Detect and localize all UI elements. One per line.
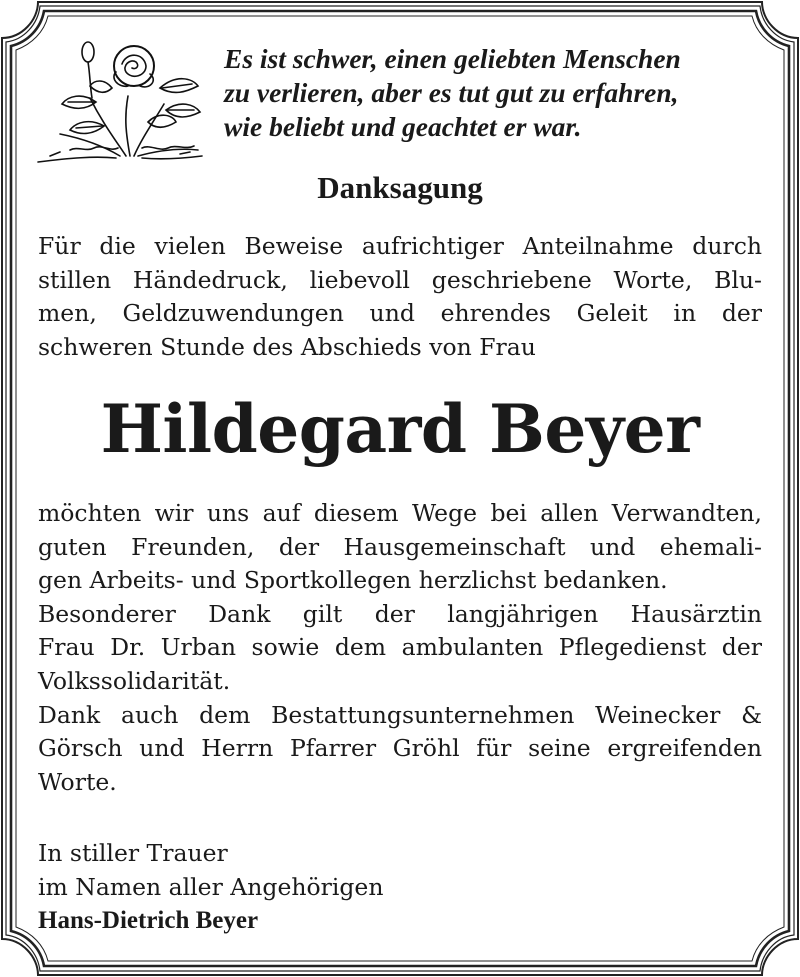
body-line: Besonderer Dank gilt der langjährigen Hausärztin — [38, 599, 762, 628]
intro-line: Für die vielen Beweise aufrichtiger Anteilnahme durch — [38, 232, 762, 260]
body-paragraph — [38, 497, 762, 799]
intro-line: schweren Stunde des Abschieds von Frau — [38, 332, 536, 361]
body-line: Görsch und Herrn Pfarrer Gröhl für seine ergreifenden — [38, 734, 762, 763]
intro-line: stillen Händedruck, liebevoll geschriebene Worte, Blu- — [38, 265, 762, 294]
body-line: Dank auch dem Bestattungsunternehmen Weinecker & — [38, 700, 762, 729]
body-line: Worte. — [38, 767, 117, 796]
body-line: Frau Dr. Urban sowie dem ambulanten Pflegedienst der — [38, 633, 762, 662]
motto-line: Es ist schwer, einen geliebten Menschen — [224, 43, 681, 74]
closing-line: In stiller Trauer — [38, 839, 228, 867]
motto-quote — [224, 42, 764, 144]
motto-line: zu verlieren, aber es tut gut zu erfahren, — [224, 77, 679, 108]
heading: Danksagung — [317, 170, 483, 205]
closing-block — [38, 836, 383, 938]
motto-line: wie beliebt und geachtet er war. — [224, 111, 582, 142]
closing-line: im Namen aller Angehörigen — [38, 873, 384, 901]
body-line: guten Freunden, der Hausgemeinschaft und ehemali- — [38, 532, 762, 561]
rose-icon — [30, 38, 206, 164]
deceased-name: Hildegard Beyer — [100, 390, 700, 468]
intro-paragraph — [38, 230, 762, 364]
signature: Hans-Dietrich Beyer — [38, 907, 259, 934]
body-line: Volkssolidarität. — [38, 666, 231, 695]
body-line: möchten wir uns auf diesem Wege bei allen Verwandten, — [38, 499, 762, 527]
body-line: gen Arbeits- und Sportkollegen herzlichst bedanken. — [38, 566, 668, 595]
intro-line: men, Geldzuwendungen und ehrendes Geleit in der — [38, 299, 762, 328]
